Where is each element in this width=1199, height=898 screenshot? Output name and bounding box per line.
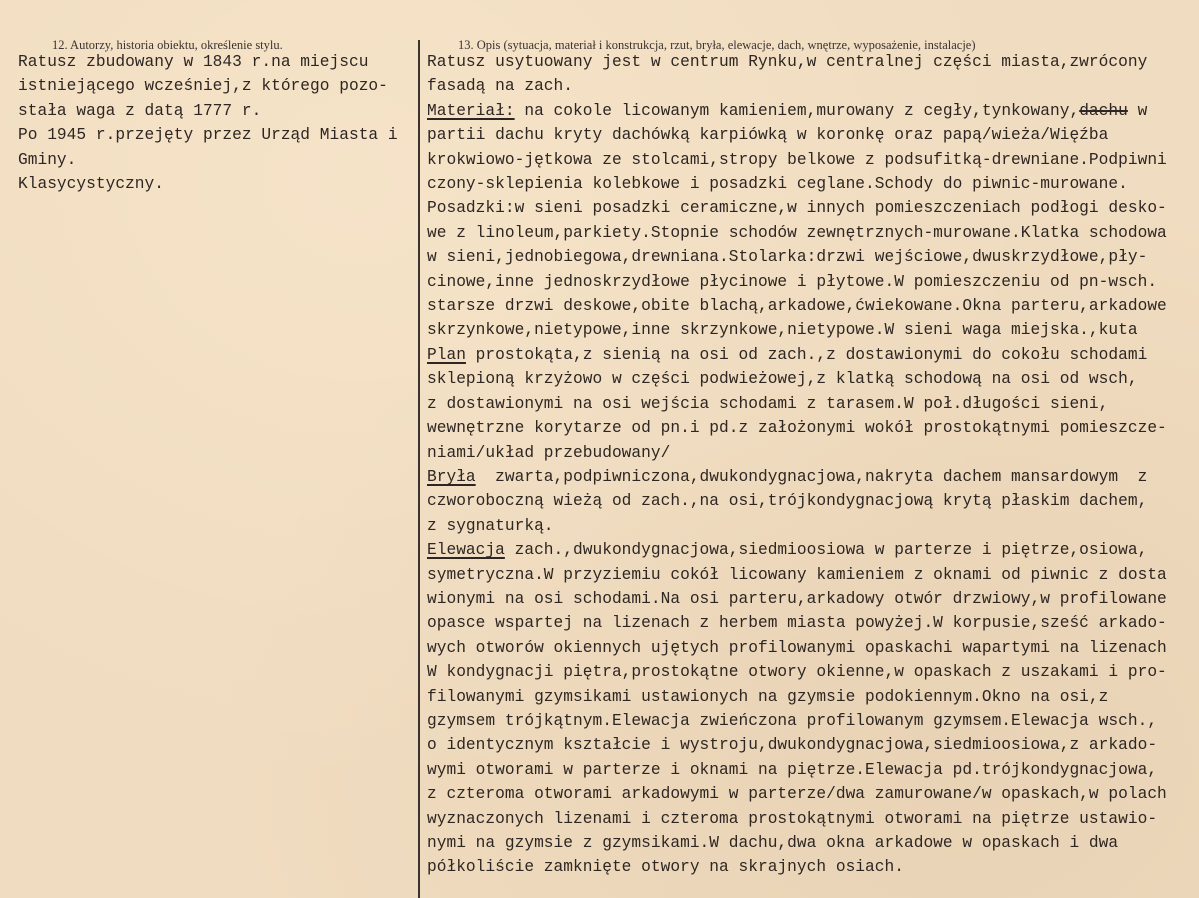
description-section — [427, 50, 1197, 880]
text-line: krokwiowo-jętkowa ze stolcami,stropy belkowe z podsufitką-drewniane.Podpiwni — [427, 150, 1167, 169]
text-segment: na cokole licowanym kamieniem,murowany z cegły,tynkowany, — [514, 101, 1080, 120]
text-line: istniejącego wcześniej,z którego pozo- — [18, 77, 388, 96]
text-line: Gminy. — [18, 150, 77, 169]
text-line — [427, 343, 1197, 367]
text-line: czworoboczną wieżą od zach.,na osi,trójkondygnacjową krytą płaskim dachem, — [427, 492, 1148, 511]
body-heading: Bryła — [427, 467, 476, 486]
text-line — [427, 99, 1197, 123]
text-segment: prostokąta,z sienią na osi od zach.,z dostawionymi do cokołu schodami — [465, 345, 1148, 364]
left-column-header: 12. Autorzy, historia obiektu, określenie stylu. — [52, 38, 283, 52]
text-line: wyznaczonych lizenami i czteroma prostokątnymi otworami na piętrze ustawio- — [427, 809, 1158, 828]
text-line: Ratusz zbudowany w 1843 r.na miejscu — [18, 53, 369, 71]
text-line: Ratusz usytuowany jest w centrum Rynku,w centralnej części miasta,zwrócony — [427, 53, 1148, 71]
text-line: z czteroma otworami arkadowymi w parterze/dwa zamurowane/w opaskach,w polach — [427, 785, 1167, 804]
text-line: symetryczna.W przyziemiu cokół licowany kamieniem z oknami od piwnic z dosta — [427, 565, 1167, 584]
text-line: gzymsem trójkątnym.Elewacja zwieńczona profilowanym gzymsem.Elewacja wsch., — [427, 711, 1158, 730]
text-line: wymi otworami w parterze i oknami na piętrze.Elewacja pd.trójkondygnacjowa, — [427, 760, 1158, 779]
text-line — [427, 538, 1197, 562]
text-line: starsze drzwi deskowe,obite blachą,arkadowe,ćwiekowane.Okna parteru,arkadowe — [427, 297, 1167, 316]
text-line: Klasycystyczny. — [18, 175, 165, 194]
text-line: W kondygnacji piętra,prostokątne otwory okienne,w opaskach z uszakami i pro- — [427, 663, 1167, 682]
right-column-header: 13. Opis (sytuacja, materiał i konstrukcja, rzut, bryła, elewacje, dach, wnętrze, wyposażenie, instalacje) — [458, 38, 976, 52]
text-line: wewnętrzne korytarze od pn.i pd.z założonymi wokół prostokątnymi pomieszcze- — [427, 419, 1167, 438]
text-line: z sygnaturką. — [427, 516, 554, 535]
column-divider — [418, 40, 420, 898]
text-line: cinowe,inne jednoskrzydłowe płycinowe i płytowe.W pomieszczeniu od pn-wsch. — [427, 272, 1158, 291]
text-line: skrzynkowe,nietypowe,inne skrzynkowe,nietypowe.W sieni waga miejska.,kuta — [427, 321, 1138, 340]
text-line: stała waga z datą 1777 r. — [18, 101, 262, 120]
text-line — [427, 465, 1197, 489]
text-line: w sieni,jednobiegowa,drewniana.Stolarka:drzwi wejściowe,dwuskrzydłowe,pły- — [427, 248, 1148, 267]
text-line: czony-sklepienia kolebkowe i posadzki ceglane.Schody do piwnic-murowane. — [427, 175, 1128, 194]
text-line: półkoliście zamknięte otwory na skrajnych osiach. — [427, 858, 904, 877]
text-line: opasce wspartej na lizenach z herbem miasta powyżej.W korpusie,sześć arkado- — [427, 614, 1167, 633]
text-line: Po 1945 r.przejęty przez Urząd Miasta i — [18, 126, 398, 145]
text-line: filowanymi gzymsikami ustawionych na gzymsie podokiennym.Okno na osi,z — [427, 687, 1109, 706]
text-line: niami/układ przebudowany/ — [427, 443, 671, 462]
text-line: fasadą na zach. — [427, 77, 574, 96]
plan-heading: Plan — [427, 345, 466, 364]
material-heading: Materiał: — [427, 101, 515, 120]
struck-out-word: dachu — [1079, 101, 1128, 120]
text-line: wych otworów okiennych ujętych profilowanymi opaskachi wapartymi na lizenach — [427, 638, 1167, 657]
text-line: sklepioną krzyżowo w części podwieżowej,z klatką schodową na osi od wsch, — [427, 370, 1138, 389]
text-segment: zach.,dwukondygnacjowa,siedmioosiowa w parterze i piętrze,osiowa, — [504, 541, 1148, 560]
text-line: z dostawionymi na osi wejścia schodami z tarasem.W poł.długości sieni, — [427, 394, 1109, 413]
elevation-heading: Elewacja — [427, 541, 505, 560]
text-line: we z linoleum,parkiety.Stopnie schodów zewnętrznych-murowane.Klatka schodowa — [427, 223, 1167, 242]
text-segment: zwarta,podpiwniczona,dwukondygnacjowa,nakryta dachem mansardowym z — [475, 467, 1148, 486]
text-line: wionymi na osi schodami.Na osi parteru,arkadowy otwór drzwiowy,w profilowane — [427, 589, 1167, 608]
authors-history-section — [18, 50, 413, 196]
text-line: o identycznym kształcie i wystroju,dwukondygnacjowa,siedmioosiowa,z arkado- — [427, 736, 1158, 755]
text-segment: w — [1127, 101, 1148, 120]
text-line: Posadzki:w sieni posadzki ceramiczne,w innych pomieszczeniach podłogi desko- — [427, 199, 1167, 218]
text-line: partii dachu kryty dachówką karpiówką w koronkę oraz papą/wieża/Więźba — [427, 126, 1109, 145]
text-line: nymi na gzymsie z gzymsikami.W dachu,dwa okna arkadowe w opaskach i dwa — [427, 834, 1119, 852]
